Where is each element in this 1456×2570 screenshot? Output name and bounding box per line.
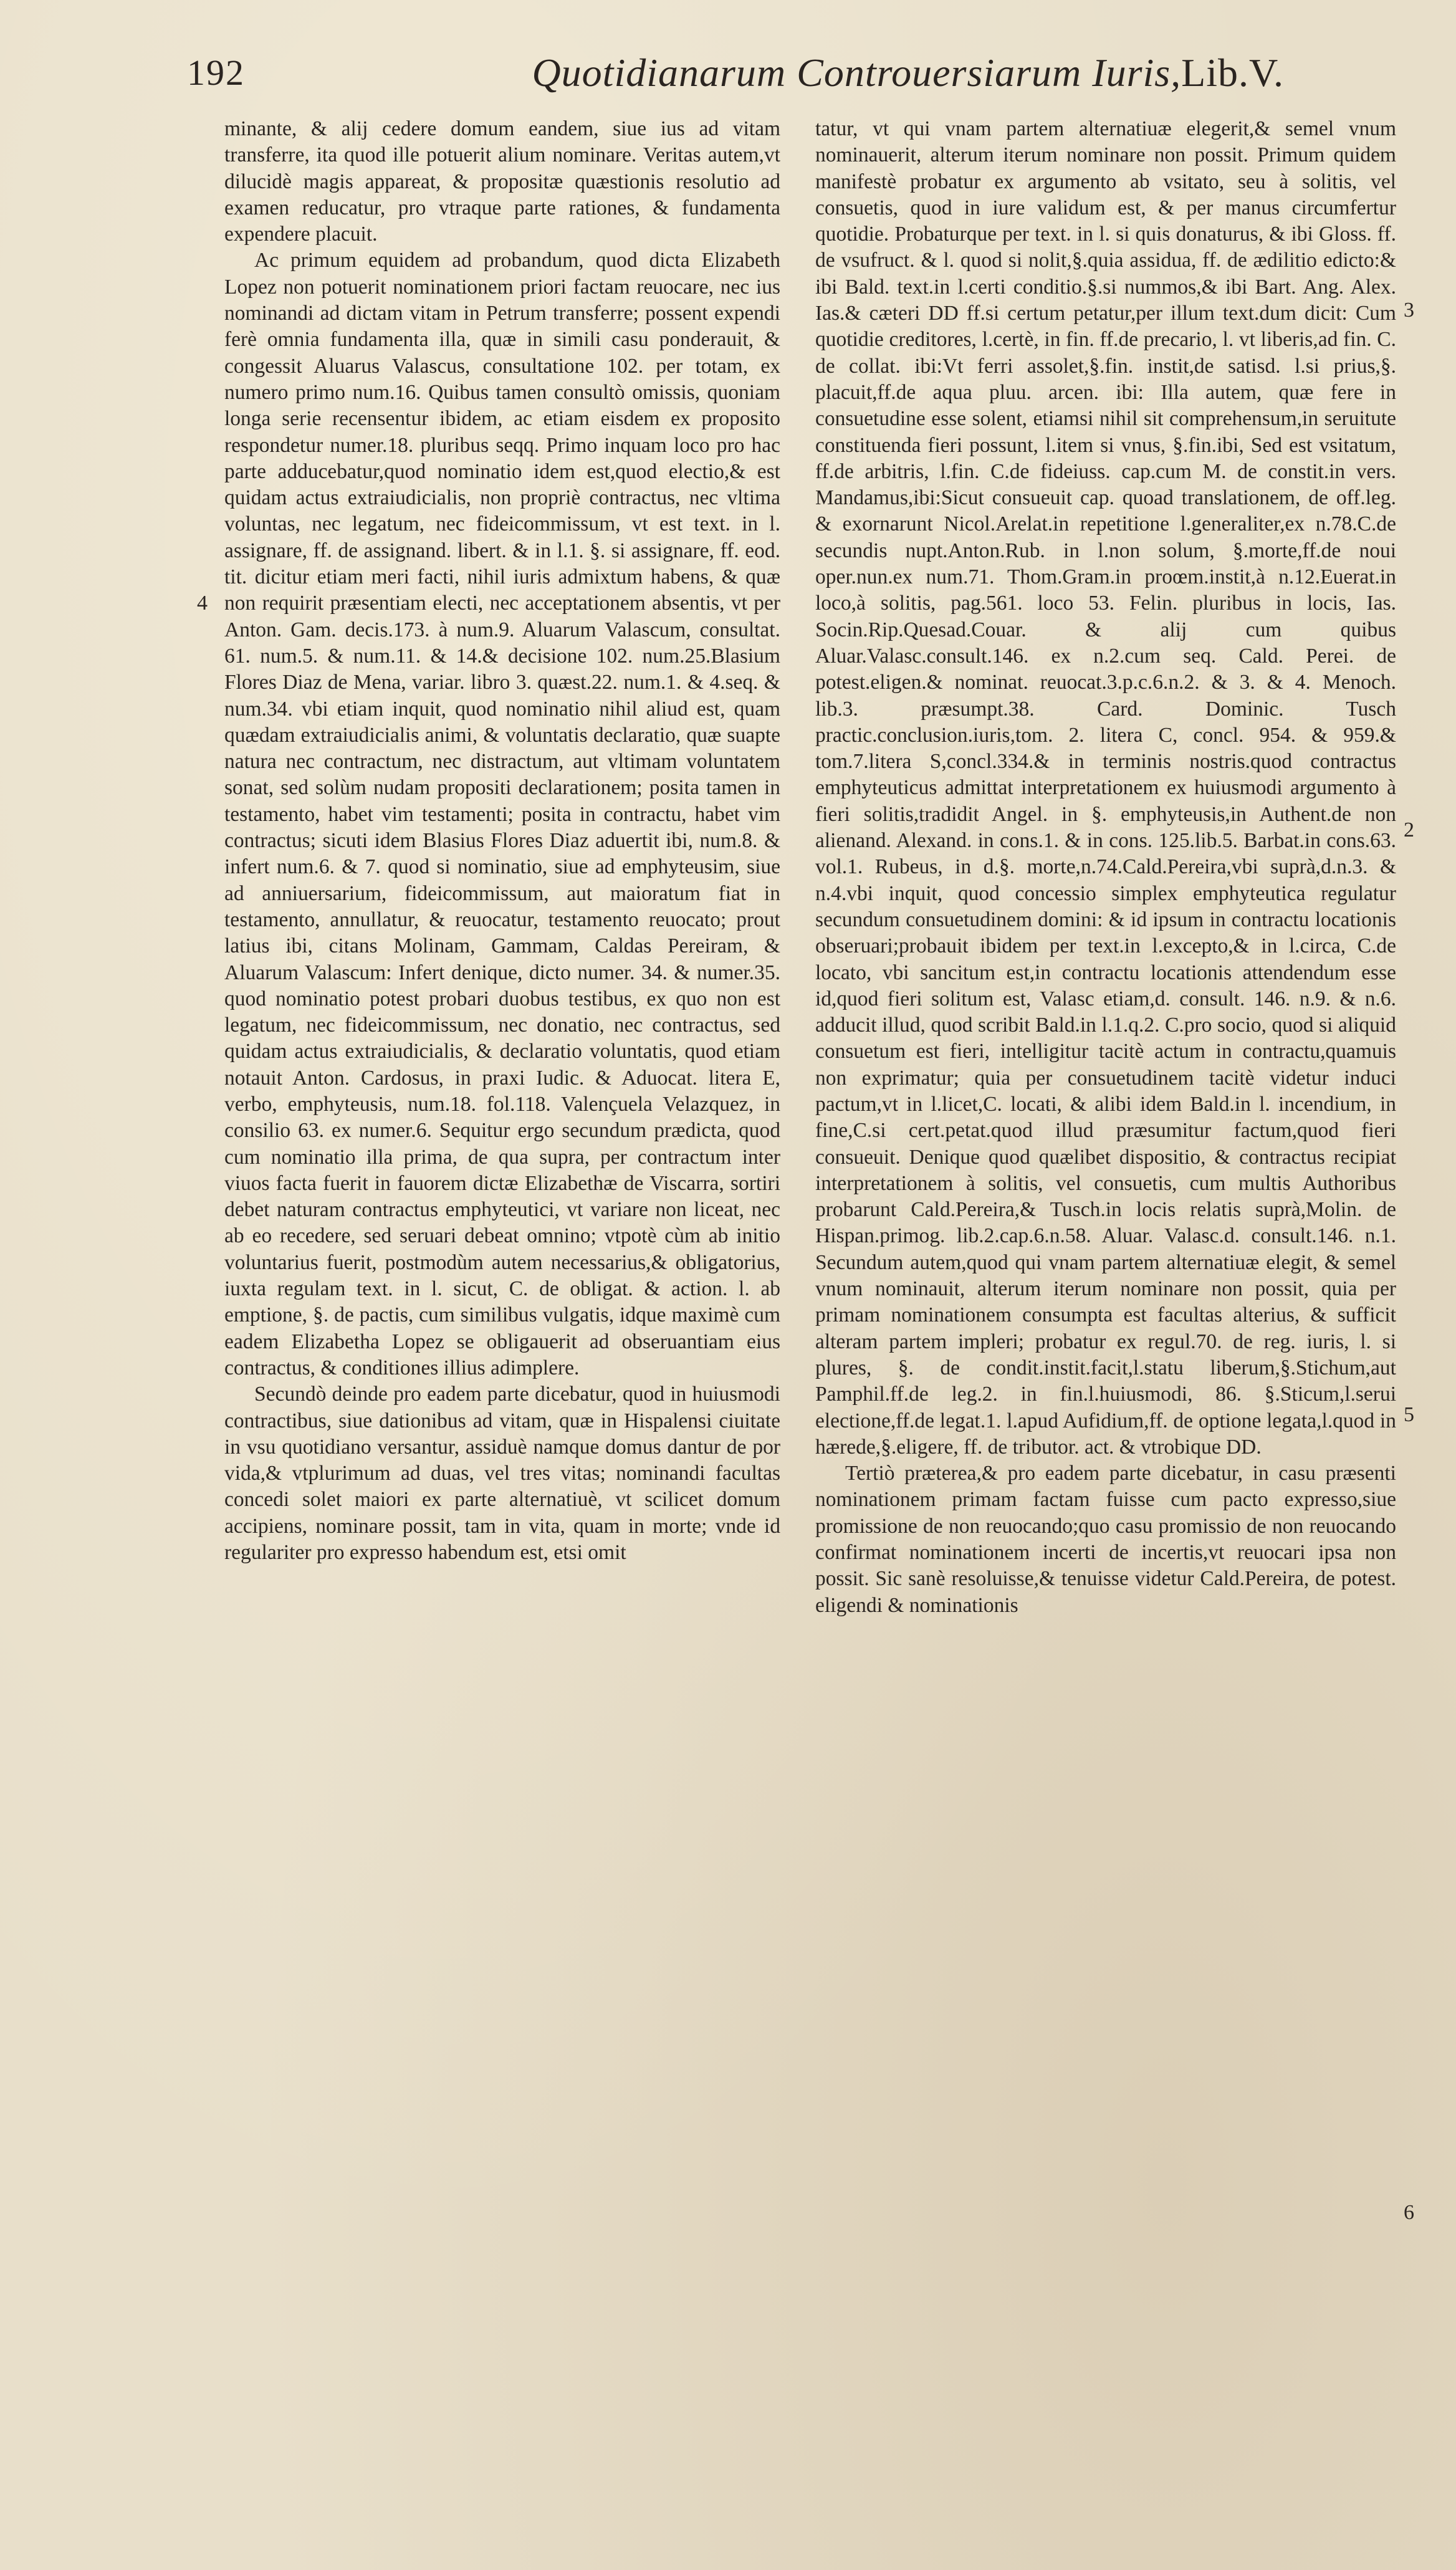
left-column	[224, 116, 780, 1566]
right-column	[815, 116, 1396, 1619]
page-number: 192	[187, 52, 245, 93]
page-header	[187, 45, 1284, 101]
paragraph: Tertiò præterea,& pro eadem parte dicebatur, in casu præsenti nominationem primam factam fuisse cum pacto expresso,siue promissione de non reuocando;quo casu promissio de non reuocando confirmat nominationem incerti de incertis,vt reuocari ipsa non possit. Sic sanè resoluisse,& tenuisse videtur Cald.Pereira, de potest. eligendi & nominationis	[815, 1462, 1396, 1617]
margin-note: 4	[197, 592, 208, 615]
paragraph: tatur, vt qui vnam partem alternatiuæ elegerit,& semel vnum nominauerit, alterum iterum nominare non possit. Primum quidem manifestè probatur ex argumento ab vsitato, seu à solitis, vel consuetis, quod in iure validum est, & per manus circumfertur quotidie. Probaturque per text. in l. si quis donaturus, & ibi Gloss. ff. de vsufruct. & l. quod si nolit,§.quia assidua, ff. de ædilitio edicto:& ibi Bald. text.in l.certi conditio.§.si nummos,& ibi Bart. Ang. Alex. Ias.& cæteri DD ff.si certum petatur,per illum text.dum dicit: Cum quotidie creditores, l.certè, in fin. ff.de precario, l. vt liberis,ad fin. C. de collat. ibi:Vt ferri assolet,§.fin. instit,de satisd. l.si prius,§. placuit,ff.de aqua pluu. arcen. ibi: Illa autem, quæ fere in consuetudine esse solent, etiamsi nihil sit comprehensum,in seruitute constituenda fieri possunt, l.item si vnus, §.fin.ibi, Sed est vsitatum, ff.de arbitris, l.fin. C.de fideiuss. cap.cum M. de constit.in vers. Mandamus,ibi:Sicut consueuit cap. quoad translationem, de off.leg. & exornarunt Nicol.Arelat.in repetitione l.generaliter,ex n.78.C.de secundis nupt.Anton.Rub. in l.non solum, §.morte,ff.de noui oper.nun.ex num.71. Thom.Gram.in proœm.instit,à n.12.Euerat.in loco,à solitis, pag.561. loco 53. Felin. pluribus in locis, Ias. Socin.Rip.Quesad.Couar. & alij cum quibus Aluar.Valasc.consult.146. ex n.2.cum seq. Cald. Perei. de potest.eligen.& nominat. reuocat.3.p.c.6.n.2. & 3. & 4. Menoch. lib.3. præsumpt.38. Card. Dominic. Tusch practic.conclusion.iuris,tom. 2. litera C, concl. 954. & 959.& tom.7.litera S,concl.334.& in terminis nostris.quod contractus emphyteuticus admittat interpretationem ex huiusmodi argumento à fieri solitis,tradidit Angel. in §. emphyteusis,in Authent.de non alienand. Alexand. in cons.1. & in cons. 125.lib.5. Barbat.in cons.63. vol.1. Rubeus, in d.§. morte,n.74.Cald.Pereira,vbi suprà,d.n.3. & n.4.vbi inquit, quod concessio simplex emphyteutica regulatur secundum consuetudinem domini: & id ipsum in contractu locationis obseruari;probauit ibidem per text.in l.excepto,& in l.circa, C.de locato, vbi sancitum est,in contractu locationis attendendum esse id,quod fieri solitum est, Valasc etiam,d. consult. 146. n.9. & n.6. adducit illud, quod scribit Bald.in l.1.q.2. C.pro socio, quod si aliquid consuetum est fieri, intelligitur tacitè actum in contractu,quamuis non exprimatur; quia per consuetudinem tacitè videtur induci pactum,vt in l.licet,C. locati, & alibi idem Bald.in l. incendium, in fine,C.si cert.petat.quod illud præsumitur factum,quod fieri consueuit. Denique quod quælibet dispositio, & contractus recipiat interpretationem à solitis, vel consuetis, cum multis Authoribus probarunt Cald.Pereira,& Tusch.in locis relatis suprà,Molin. de Hispan.primog. lib.2.cap.6.n.58. Aluar. Valasc.d. consult.146. n.1. Secundum autem,quod qui vnam partem alternatiuæ elegit, & semel vnum nominauit, alterum iterum nominare non possit, quia per primam nominationem consumpta est facultas alterius, & sufficit alteram partem impleri; probatur ex regul.70. de reg. iuris, l. si plures, §. de condit.instit.facit,l.statu liberum,§.Stichum,aut Pamphil.ff.de leg.2. in fin.l.huiusmodi, 86. §.Sticum,l.serui electione,ff.de legat.1. l.apud Aufidium,ff. de optione legata,l.quod in hærede,§.eligere, ff. de tributor. act. & vtrobique DD.	[815, 117, 1396, 1459]
margin-note: 6	[1404, 2201, 1414, 2224]
paragraph: minante, & alij cedere domum eandem, siue ius ad vitam transferre, ita quod ille potuerit alium nominare. Veritas autem,vt dilucidè magis appareat, & propositæ quæstionis resolutio ad examen reducatur, pro vtraque parte rationes, & fundamenta expendere placuit.	[224, 117, 780, 246]
margin-note: 3	[1404, 299, 1414, 322]
running-title-text: Quotidianarum Controuersiarum Iuris,	[532, 50, 1182, 95]
paragraph: Secundò deinde pro eadem parte dicebatur, quod in huiusmodi contractibus, siue dationibus ad vitam, quæ in Hispalensi ciuitate in vsu quotidiano versantur, assiduè namque domus dantur de por vida,& vtplurimum ad duas, vel tres vitas; nominandi facultas concedi solet maiori ex parte alternatiuè, vt scilicet domum accipiens, nominare possit, tam in vita, quam in morte; vnde id regulariter pro expresso habendum est, etsi omit	[224, 1383, 780, 1565]
running-title	[532, 45, 1284, 101]
margin-note: 2	[1404, 818, 1414, 841]
margin-note: 5	[1404, 1403, 1414, 1426]
paragraph: Ac primum equidem ad probandum, quod dicta Elizabeth Lopez non potuerit nominationem priori factam reuocare, nec ius nominandi ad dictam vitam in Petrum transferre; possent expendi ferè omnia fundamenta illa, quæ in simili casu ponderauit, & congessit Aluarus Valascus, consultatione 102. per totam, ex numero primo num.16. Quibus tamen consultò omissis, quoniam longa serie recensentur ibidem, ac etiam eisdem ex proposito respondetur numer.18. pluribus seqq. Primo inquam loco pro hac parte adducebatur,quod nominatio idem est,quod electio,& est quidam actus extraiudicialis, non propriè contractus, nec vltima voluntas, nec legatum, nec fideicommissum, vt est text. in l. assignare, ff. de assignand. libert. & in l.1. §. si assignare, ff. eod. tit. dicitur etiam meri facti, nihil iuris admixtum habens, & quæ non requirit præsentiam electi, nec acceptationem absentis, vt per Anton. Gam. decis.173. à num.9. Aluarum Valascum, consultat. 61. num.5. & num.11. & 14.& decisione 102. num.25.Blasium Flores Diaz de Mena, variar. libro 3. quæst.22. num.1. & 4.seq. & num.34. vbi etiam inquit, quod nominatio nihil aliud est, quam quædam extraiudicialis animi, & voluntatis declaratio, quæ suapte natura nec contractum, nec distractum, aut vltimam voluntatem sonat, sed solùm nudam propositi declarationem; posita tamen in testamento, habet vim testamenti; posita in contractu, habet vim contractus; sicuti idem Blasius Flores Diaz aduertit ibi, num.8. & infert num.6. & 7. quod si nominatio, siue ad emphyteusim, siue ad anniuersarium, fideicommissum, aut maioratum fiat in testamento, annullatur, & reuocatur, testamento reuocato; prout latius ibi, citans Molinam, Gammam, Caldas Pereiram, & Aluarum Valascum: Infert denique, dicto numer. 34. & numer.35. quod nominatio potest probari duobus testibus, ex quo non est legatum, nec fideicommissum, nec donatio, nec contractus, sed quidam actus extraiudicialis, & declaratio voluntatis, quod etiam notauit Anton. Cardosus, in praxi Iudic. & Aduocat. litera E, verbo, emphyteusis, num.18. fol.118. Valençuela Velazquez, in consilio 63. ex numer.6. Sequitur ergo secundum prædicta, quod cum nominatio illa prima, de qua supra, per contractum inter viuos facta fuerit in fauorem dictæ Elizabethæ de Viscarra, sortiri debet naturam contractus emphyteutici, vt variare non liceat, nec ab eo recedere, sed seruari debeat omnino; vtpotè cùm ab initio voluntarius fuerit, postmodùm autem necessarius,& obligatorius, iuxta regulam text. in l. sicut, C. de obligat. & action. l. ab emptione, §. de pactis, cum similibus vulgatis, idque maximè cum eadem Elizabetha Lopez se obligauerit ad obseruantiam eius contractus, & conditiones illius adimplere.	[224, 249, 780, 1379]
book-number: Lib.V.	[1181, 50, 1284, 95]
